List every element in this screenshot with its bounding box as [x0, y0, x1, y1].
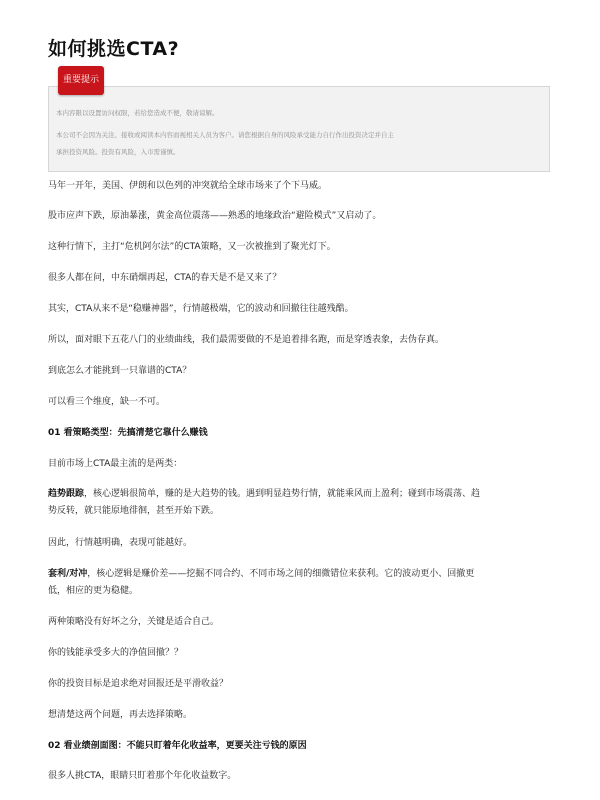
- notice-line: 承担投资风险。投资有风险，入市需谨慎。: [56, 148, 180, 156]
- notice-box: [48, 86, 550, 172]
- paragraph: 想清楚这两个问题，再去选择策略。: [48, 710, 193, 720]
- paragraph: 你的投资目标是追求绝对回报还是平滑收益？: [48, 679, 229, 689]
- paragraph: 其实，CTA从来不是“稳赚神器”，行情越极端，它的波动和回撤往往越残酷。: [48, 304, 354, 314]
- paragraph-text: 低，相应的更为稳健。: [48, 586, 139, 596]
- paragraph: 到底怎么才能挑到一只靠谱的CTA？: [48, 366, 192, 376]
- paragraph: 两种策略没有好坏之分，关键是适合自己。: [48, 617, 220, 627]
- bold-term: 趋势跟踪: [48, 489, 85, 499]
- notice-line: 本公司不会因为关注、接收或阅读本内容而视相关人员为客户。请您根据自身的风险承受能力自行作出投资决定并自主: [56, 131, 394, 139]
- paragraph: 目前市场上CTA最主流的是两类：: [48, 459, 183, 469]
- important-notice-badge: 重要提示: [58, 66, 104, 95]
- paragraph: 股市应声下跌，原油暴涨，黄金高位震荡——熟悉的地缘政治“避险模式”又启动了。: [48, 211, 382, 221]
- paragraph: 很多人挑CTA，眼睛只盯着那个年化收益数字。: [48, 771, 237, 781]
- bold-term: 套利/对冲: [48, 569, 88, 579]
- paragraph-arbitrage: [48, 566, 552, 600]
- section-heading: 01 看策略类型：先搞清楚它靠什么赚钱: [48, 428, 208, 438]
- paragraph-trend-following: [48, 486, 552, 520]
- paragraph: 马年一开年，美国、伊朗和以色列的冲突就给全球市场来了个下马威。: [48, 181, 328, 191]
- paragraph: 这种行情下，主打“危机阿尔法”的CTA策略，又一次被推到了聚光灯下。: [48, 242, 336, 252]
- paragraph: 因此，行情越明确，表现可能越好。: [48, 538, 193, 548]
- article-title: 如何挑选CTA?: [48, 38, 180, 60]
- paragraph-text: 势反转，就只能原地徘徊，甚至开始下跌。: [48, 506, 220, 516]
- paragraph: 很多人都在问，中东硝烟再起，CTA的春天是不是又来了？: [48, 273, 282, 283]
- paragraph: 所以，面对眼下五花八门的业绩曲线，我们最需要做的不是追着排名跑，而是穿透表象，去伪存真。: [48, 335, 445, 345]
- paragraph-text: ，核心逻辑是赚价差——挖掘不同合约、不同市场之间的细微错位来获利。它的波动更小、回撤更: [87, 569, 475, 579]
- paragraph: 你的钱能承受多大的净值回撤？？: [48, 648, 184, 658]
- paragraph: 可以看三个维度，缺一不可。: [48, 397, 166, 407]
- section-heading: 02 看业绩剖面图：不能只盯着年化收益率，更要关注亏钱的原因: [48, 741, 307, 751]
- paragraph-text: ，核心逻辑很简单，赚的是大趋势的钱。遇到明显趋势行情，就能乘风而上盈利；碰到市场震荡、趋: [84, 489, 481, 499]
- notice-line: 本内容限以设置访问权限，若给您造成不便，敬请谅解。: [56, 109, 219, 117]
